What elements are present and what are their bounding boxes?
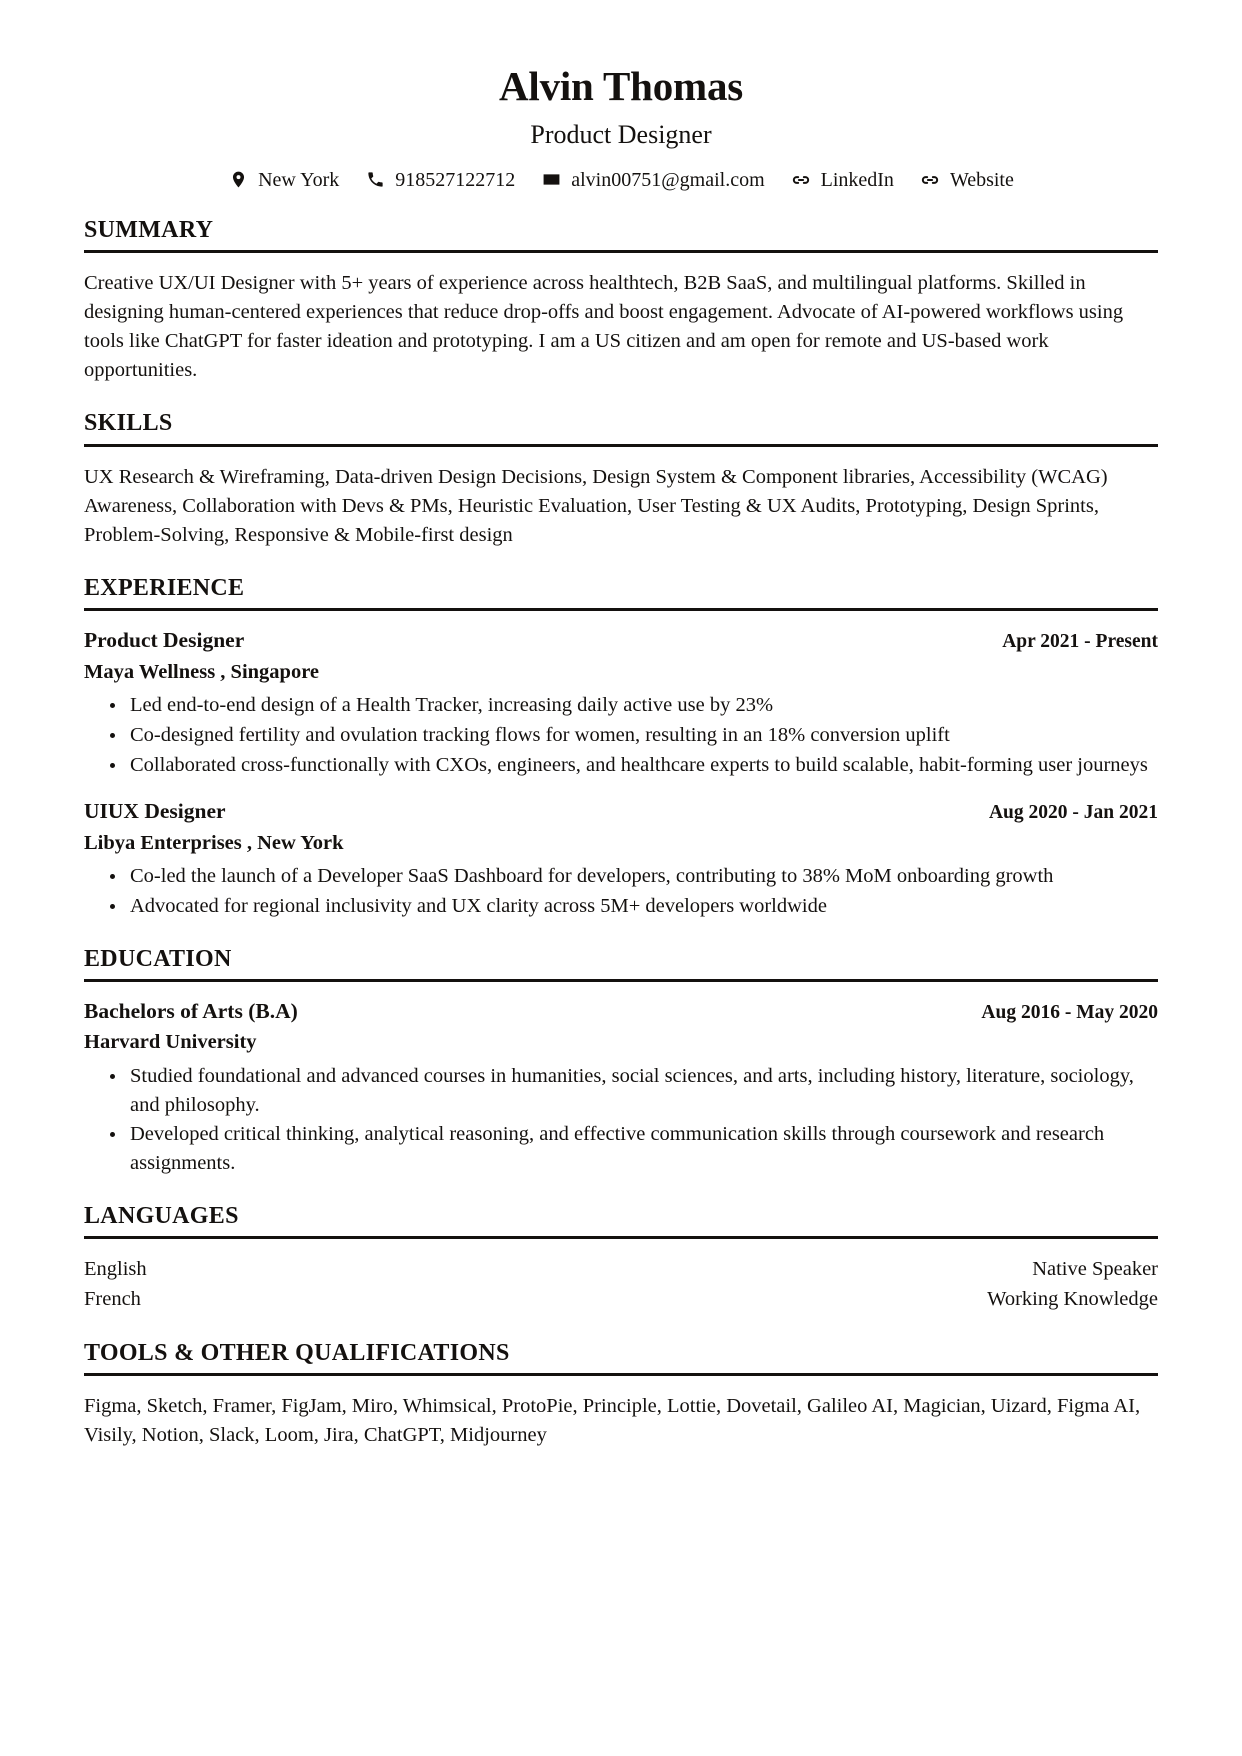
skills-text: UX Research & Wireframing, Data-driven Design Decisions, Design System & Component libraries, Accessibility (WCAG) Awareness, Collaboration with Devs & PMs, Heuristic Evaluation, User Testing & UX Audits, Prototyping, Design Sprints, Problem-Solving, Responsive & Mobile-first design [84,465,1108,546]
section-divider [84,250,1158,253]
section-title-experience: EXPERIENCE [84,574,245,601]
experience-entry [84,798,1158,920]
entry-subtitle: Libya Enterprises , New York [84,831,344,854]
section-divider [84,608,1158,611]
contact-email[interactable] [541,168,764,192]
list-item: Co-led the launch of a Developer SaaS Dashboard for developers, contributing to 38% MoM onboarding growth [84,862,1158,891]
list-item: Developed critical thinking, analytical reasoning, and effective communication skills through coursework and research assignments. [84,1120,1158,1177]
experience-entry [84,627,1158,779]
entry-title: Bachelors of Arts (B.A) [84,999,298,1024]
contact-email-text: alvin00751@gmail.com [571,168,765,191]
list-item: Collaborated cross-functionally with CXOs, engineers, and healthcare experts to build scalable, habit-forming user journeys [84,751,1158,780]
section-divider [84,444,1158,447]
entry-subtitle: Harvard University [84,1031,257,1054]
contact-row [84,168,1158,192]
entry-bullets [84,691,1158,779]
contact-linkedin[interactable] [791,168,894,192]
section-title-tools: TOOLS & OTHER QUALIFICATIONS [84,1339,510,1366]
entry-header [84,998,1158,1025]
language-row [84,1255,1158,1285]
section-education [84,945,1158,1178]
entry-header [84,627,1158,654]
section-divider [84,1373,1158,1376]
contact-website[interactable] [920,168,1014,192]
section-tools [84,1339,1158,1451]
entry-bullets [84,1062,1158,1178]
language-name: English [84,1258,147,1281]
entry-title: Product Designer [84,628,245,653]
section-skills [84,409,1158,550]
section-title-languages: LANGUAGES [84,1202,239,1229]
envelope-icon [541,169,562,190]
entry-subtitle: Maya Wellness , Singapore [84,660,320,683]
summary-text: Creative UX/UI Designer with 5+ years of experience across healthtech, B2B SaaS, and multilingual platforms. Skilled in designing human-centered experiences that reduce drop-offs and boost engagement. Advocate of AI-powered workflows using tools like ChatGPT for faster ideation and prototyping. I am a US citizen and am open for remote and US-based work opportunities. [84,271,1124,382]
education-entry [84,998,1158,1178]
link-icon [791,169,812,190]
location-pin-icon [228,169,249,190]
link-icon [920,169,941,190]
contact-phone [365,168,515,192]
language-level: Working Knowledge [987,1287,1158,1310]
entry-bullets [84,862,1158,920]
contact-location [228,168,339,192]
entry-date: Aug 2016 - May 2020 [981,1002,1158,1024]
list-item: Advocated for regional inclusivity and UX clarity across 5M+ developers worldwide [84,892,1158,921]
list-item: Led end-to-end design of a Health Tracker, increasing daily active use by 23% [84,691,1158,720]
section-summary [84,216,1158,386]
list-item: Studied foundational and advanced courses in humanities, social sciences, and arts, including history, literature, sociology, and philosophy. [84,1062,1158,1119]
section-languages [84,1202,1158,1315]
section-divider [84,979,1158,982]
language-level: Native Speaker [1032,1258,1158,1281]
tools-text: Figma, Sketch, Framer, FigJam, Miro, Whimsical, ProtoPie, Principle, Lottie, Dovetail, Galileo AI, Magician, Uizard, Figma AI, Visily, Notion, Slack, Loom, Jira, ChatGPT, Midjourney [84,1394,1141,1446]
experience-list [84,627,1158,920]
contact-phone-text: 918527122712 [395,168,516,191]
section-experience [84,574,1158,921]
language-row [84,1285,1158,1315]
list-item: Co-designed fertility and ovulation tracking flows for women, resulting in an 18% conversion uplift [84,721,1158,750]
entry-date: Apr 2021 - Present [1002,631,1158,653]
section-title-skills: SKILLS [84,410,173,437]
section-divider [84,1236,1158,1239]
page-title: Alvin Thomas [498,63,744,109]
section-title-summary: SUMMARY [84,216,214,243]
entry-date: Aug 2020 - Jan 2021 [988,802,1158,824]
language-name: French [84,1287,141,1310]
entry-title: UIUX Designer [84,799,226,824]
contact-location-text: New York [258,168,340,191]
phone-icon [365,169,386,190]
section-title-education: EDUCATION [84,945,232,972]
job-headline: Product Designer [530,120,712,150]
contact-linkedin-text: LinkedIn [820,168,894,191]
resume-header [84,62,1158,192]
contact-website-text: Website [949,168,1014,191]
entry-header [84,798,1158,825]
